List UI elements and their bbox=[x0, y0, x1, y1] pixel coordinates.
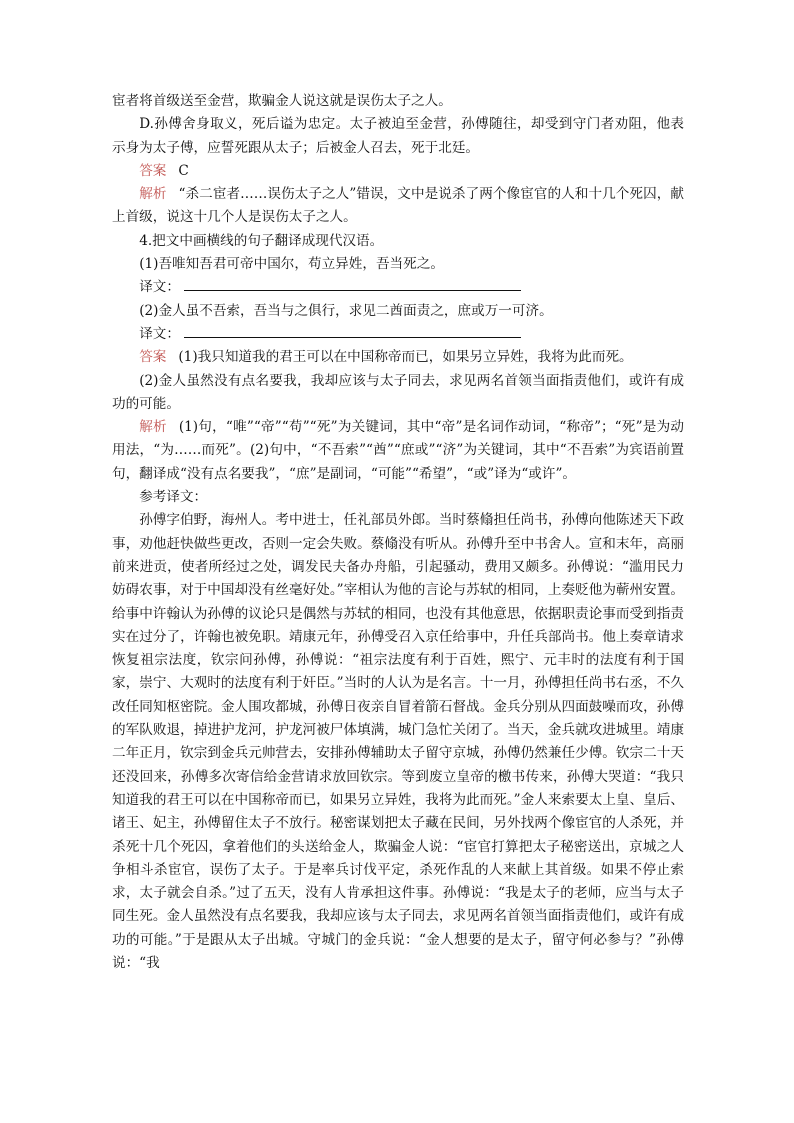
reference-translation bbox=[112, 509, 684, 975]
answer-text: (1)我只知道我的君王可以在中国称帝而已，如果另立异姓，我将为此而死。 bbox=[178, 349, 633, 366]
paragraph-text: 宦者将首级送至金营，欺骗金人说这就是误伤太子之人。 bbox=[112, 93, 452, 109]
reference-text: 孙傅字伯野，海州人。考中进士，任礼部员外郎。当时蔡翛担任尚书，孙傅向他陈述天下政事，劝他赶快做些更改，否则一定会失败。蔡翛没有听从。孙傅升至中书舍人。宣和末年，高丽前来进贡，使者所经过之处，调发民夫备办舟船，引起骚动，费用又颇多。孙傅说：“滥用民力妨碍农事，对于中国却没有丝毫好处。”宰相认为他的言论与苏轼的相同，上奏贬他为蕲州安置。给事中许翰认为孙傅的议论只是偶然与苏轼的相同，也没有其他意思，依据职责论事而受到指责实在过分了，许翰也被免职。靖康元年，孙傅受召入京任给事中，升任兵部尚书。他上奏章请求恢复祖宗法度，钦宗问孙傅，孙傅说：“祖宗法度有利于百姓，熙宁、元丰时的法度有利于国家，崇宁、大观时的法度有利于奸臣。”当时的人认为是名言。十一月，孙傅担任尚书右丞，不久改任同知枢密院。金人围攻都城，孙傅日夜亲自冒着箭石督战。金兵分别从四面鼓噪而攻，孙傅的军队败退，掉进护龙河，护龙河被尸体填满，城门急忙关闭了。当天，金兵就攻进城里。靖康二年正月，钦宗到金兵元帅营去，安排孙傅辅助太子留守京城，孙傅仍然兼任少傅。钦宗二十天还没回来，孙傅多次寄信给金营请求放回钦宗。等到废立皇帝的檄书传来，孙傅大哭道：“我只知道我的君王可以在中国称帝而已，如果另立异姓，我将为此而死。”金人来索要太上皇、皇后、诸王、妃主，孙傅留住太子不放行。秘密谋划把太子藏在民间，另外找两个像宦官的人杀死，并杀死十几个死囚，拿着他们的头送给金人，欺骗金人说：“宦官打算把太子秘密送出，京城之人争相斗杀宦官，误伤了太子。于是率兵讨伐平定，杀死作乱的人来献上其首级。如果不停止索求，太子就会自杀。”过了五天，没有人肯承担这件事。孙傅说：“我是太子的老师，应当与太子同生死。金人虽然没有点名要我，我却应该与太子同去，求见两名首领当面指责他们，或许有成功的可能。”于是跟从太子出城。守城门的金兵说：“金人想要的是太子，留守何必参与？”孙傅说：“我 bbox=[112, 512, 684, 971]
answer-paragraph bbox=[112, 370, 684, 417]
subquestion bbox=[112, 253, 684, 276]
answer-text: (2)金人虽然没有点名要我，我却应该与太子同去，求见两名首领当面指责他们，或许有成功的可能。 bbox=[112, 372, 684, 412]
reference-label: 参考译文： bbox=[139, 489, 208, 506]
document-page bbox=[112, 90, 684, 975]
translation-line bbox=[112, 276, 684, 299]
analysis-paragraph bbox=[112, 416, 684, 486]
question-title bbox=[112, 230, 684, 253]
translation-line bbox=[112, 323, 684, 346]
translation-label: 译文： bbox=[139, 279, 180, 296]
analysis-tag: 解析 bbox=[139, 186, 167, 203]
paragraph-text: D.孙傅舍身取义，死后谥为忠定。太子被迫至金营，孙傅随往，却受到守门者劝阻，他表示身为太子傅，应誓死跟从太子；后被金人召去，死于北廷。 bbox=[112, 116, 684, 156]
subquestion bbox=[112, 300, 684, 323]
question-text: 4.把文中画横线的句子翻译成现代汉语。 bbox=[139, 232, 384, 249]
answer-blank-line bbox=[184, 277, 521, 291]
analysis-text: “杀二宦者……误伤太子之人”错误，文中是说杀了两个像宦官的人和十几个死囚，献上首级，说这十几个人是误伤太子之人。 bbox=[112, 186, 684, 226]
answer-blank-line bbox=[184, 324, 521, 338]
analysis-tag: 解析 bbox=[139, 419, 167, 436]
analysis-text: (1)句，“唯”“帝”“苟”“死”为关键词，其中“帝”是名词作动词，“称帝”；“死”是为动用法，“为……而死”。(2)句中，“不吾索”“酋”“庶或”“济”为关键词，其中“不吾索”为宾语前置句，翻译成“没有点名要我”，“庶”是副词，“可能”“希望”，“或”译为“或许”。 bbox=[112, 419, 684, 482]
answer-line bbox=[112, 160, 684, 183]
translation-label: 译文： bbox=[139, 325, 180, 342]
subquestion-text: (2)金人虽不吾索，吾当与之俱行，求见二酋面责之，庶或万一可济。 bbox=[139, 302, 553, 319]
paragraph bbox=[112, 113, 684, 160]
answer-tag: 答案 bbox=[139, 349, 167, 366]
subquestion-text: (1)吾唯知吾君可帝中国尔，苟立异姓，吾当死之。 bbox=[139, 256, 444, 273]
answer-tag: 答案 bbox=[139, 162, 167, 179]
answer-text: C bbox=[178, 162, 189, 179]
reference-heading bbox=[112, 486, 684, 509]
answer-line bbox=[112, 346, 684, 369]
paragraph bbox=[112, 90, 684, 113]
analysis-paragraph bbox=[112, 183, 684, 230]
